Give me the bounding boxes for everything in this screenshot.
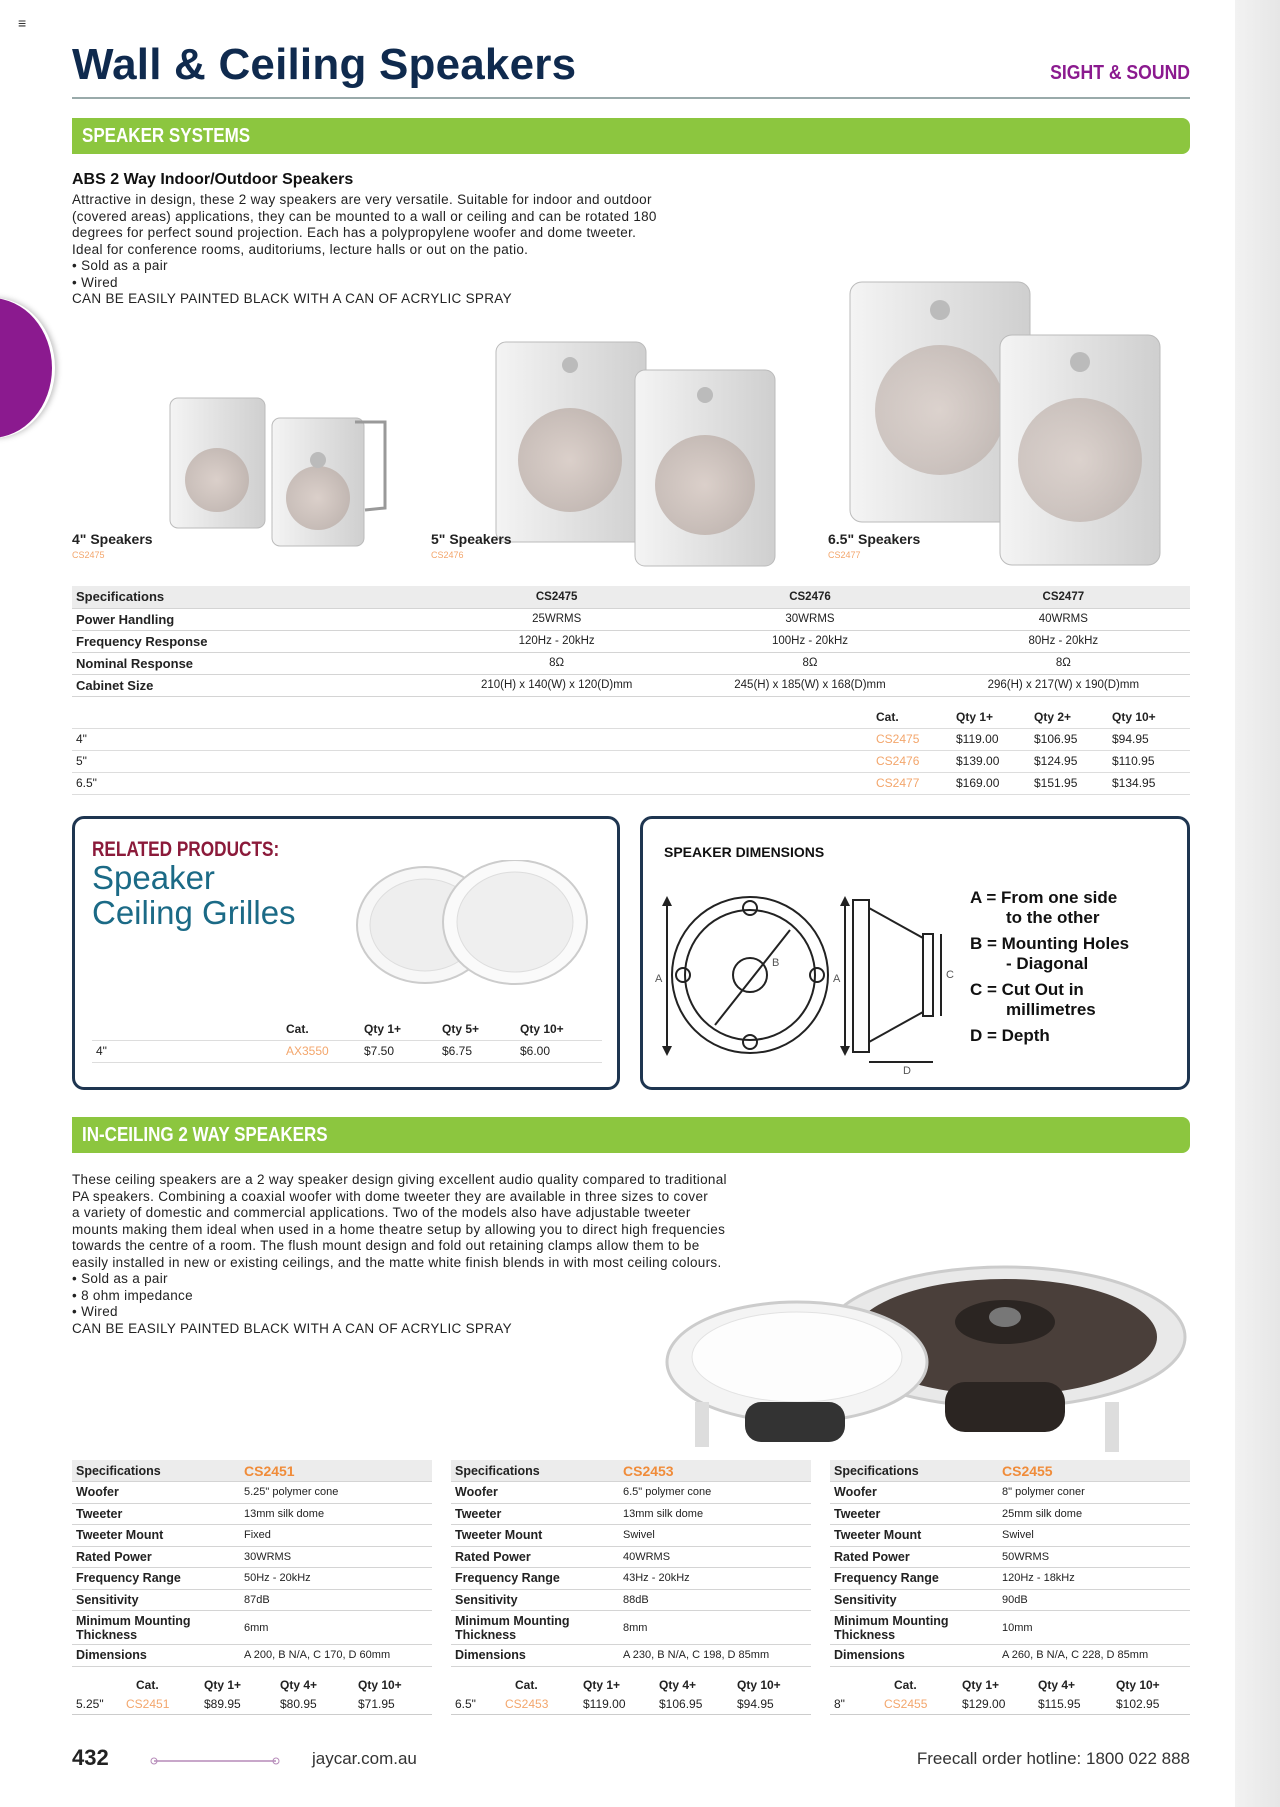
table-row — [92, 1018, 602, 1040]
table-cell[interactable]: CS2453 — [619, 1460, 811, 1482]
legend-line: to the other — [1006, 908, 1100, 927]
table-cell: $139.00 — [952, 750, 1030, 772]
price-table — [830, 1675, 1190, 1716]
caption-label: 6.5" Speakers — [828, 531, 921, 547]
table-row — [830, 1695, 1190, 1715]
table-cell: Cat. — [136, 1677, 159, 1692]
table-cell: $106.95 — [1030, 728, 1108, 750]
table-cell[interactable]: CS2451 — [240, 1460, 432, 1482]
price-table — [72, 706, 1190, 795]
table-row — [72, 706, 1190, 728]
table-cell: Tweeter Mount — [451, 1525, 619, 1547]
table-cell: 50Hz - 20kHz — [240, 1568, 432, 1590]
table-row — [830, 1525, 1190, 1547]
table-cell: Tweeter — [72, 1503, 240, 1525]
table-row — [72, 1503, 432, 1525]
table-row — [451, 1611, 811, 1645]
table-cell: $71.95 — [354, 1695, 432, 1715]
table-cell: 245(H) x 185(W) x 168(D)mm — [683, 674, 936, 696]
table-cell: $6.75 — [438, 1040, 516, 1062]
paint-note: CAN BE EASILY PAINTED BLACK WITH A CAN OF ACRYLIC SPRAY — [72, 1320, 512, 1336]
table-cell — [92, 1018, 282, 1040]
table-row — [72, 1589, 432, 1611]
paint-note: CAN BE EASILY PAINTED BLACK WITH A CAN OF ACRYLIC SPRAY — [72, 291, 512, 306]
table-cell: 120Hz - 18kHz — [998, 1568, 1190, 1590]
table-cell: Specifications — [72, 586, 430, 608]
table-row — [72, 1482, 432, 1504]
table-cell: Minimum Mounting Thickness — [830, 1611, 998, 1645]
table-cell: Frequency Response — [72, 630, 430, 652]
table-row — [72, 630, 1190, 652]
table-cell: 8Ω — [430, 652, 683, 674]
table-cell: Specifications — [72, 1460, 240, 1482]
table-cell: Frequency Range — [830, 1568, 998, 1590]
bullet-item: • 8 ohm impedance — [72, 1287, 193, 1303]
table-cell — [451, 1675, 501, 1695]
page-title: Wall & Ceiling Speakers — [72, 40, 577, 89]
table-cell: Minimum Mounting Thickness — [72, 1611, 240, 1645]
description-line: Attractive in design, these 2 way speakers are very versatile. Suitable for indoor and outdoor — [72, 192, 652, 207]
table-row — [830, 1589, 1190, 1611]
related-title[interactable] — [92, 860, 296, 930]
product-heading: ABS 2 Way Indoor/Outdoor Speakers — [72, 171, 354, 188]
table-cell: $134.95 — [1108, 772, 1190, 794]
table-cell: 100Hz - 20kHz — [683, 630, 936, 652]
table-cell: Cat. — [515, 1677, 538, 1692]
dimensions-legend — [970, 886, 1129, 1048]
table-row — [451, 1525, 811, 1547]
table-cell: 50WRMS — [998, 1546, 1190, 1568]
table-cell: 4" — [92, 1040, 282, 1062]
dim-label-b: B — [772, 957, 780, 969]
table-cell: $7.50 — [360, 1040, 438, 1062]
table-cell[interactable]: CS2477 — [937, 586, 1190, 608]
table-cell — [830, 1675, 880, 1695]
table-cell: 296(H) x 217(W) x 190(D)mm — [937, 674, 1190, 696]
table-cell: 8Ω — [937, 652, 1190, 674]
dim-label-a2: A — [833, 973, 841, 985]
description-line: degrees for perfect sound projection. Each has a polypropylene woofer and dome tweeter. — [72, 225, 637, 240]
table-cell: Rated Power — [830, 1546, 998, 1568]
description-line: (covered areas) applications, they can be mounted to a wall or ceiling and can be rotated 180 — [72, 208, 657, 224]
table-row — [72, 586, 1190, 608]
menu-icon[interactable]: ≡ — [18, 15, 27, 31]
table-cell: Nominal Response — [72, 652, 430, 674]
related-price-table — [92, 1018, 602, 1063]
description-line: a variety of domestic and commercial applications. Two of the models also have adjustable tweeter — [72, 1205, 691, 1220]
spec-table-cs2453 — [451, 1460, 811, 1715]
table-row — [72, 1525, 432, 1547]
table-cell: Cat. — [894, 1677, 917, 1692]
table-cell[interactable]: CS2455 — [880, 1695, 958, 1715]
table-cell: Swivel — [619, 1525, 811, 1547]
table-cell: Qty 5+ — [438, 1018, 516, 1040]
bullet-item: • Sold as a pair — [72, 1271, 168, 1286]
table-cell[interactable]: CS2475 — [872, 728, 952, 750]
dim-label-a: A — [655, 973, 663, 985]
table-cell: $110.95 — [1108, 750, 1190, 772]
table-cell: A 260, B N/A, C 228, D 85mm — [998, 1645, 1190, 1667]
table-row — [830, 1645, 1190, 1667]
table-row — [92, 1040, 602, 1062]
table-cell: Power Handling — [72, 608, 430, 630]
spec-table-cs2451 — [72, 1460, 432, 1715]
table-cell: Dimensions — [830, 1645, 998, 1667]
table-row — [451, 1460, 811, 1482]
table-row — [830, 1675, 1190, 1695]
table-cell: Qty 4+ — [280, 1677, 318, 1692]
table-cell: $6.00 — [516, 1040, 602, 1062]
table-cell: 87dB — [240, 1589, 432, 1611]
table-cell: $80.95 — [276, 1695, 354, 1715]
description-line: easily installed in new or existing ceilings, and the matte white finish blends in with most ceiling colours. — [72, 1254, 722, 1270]
table-cell: Qty 10+ — [358, 1677, 402, 1692]
spec-table — [830, 1460, 1190, 1667]
table-cell: Sensitivity — [72, 1589, 240, 1611]
section-brand: SIGHT & SOUND — [1050, 62, 1190, 84]
table-cell: Fixed — [240, 1525, 432, 1547]
table-cell: Qty 1+ — [583, 1677, 621, 1692]
table-cell — [72, 706, 872, 728]
table-row — [451, 1589, 811, 1611]
in-ceiling-speakers-image — [665, 1262, 1190, 1457]
table-cell: $94.95 — [733, 1695, 811, 1715]
table-cell: 5" — [72, 750, 872, 772]
table-cell: Swivel — [998, 1525, 1190, 1547]
legend-line: D = Depth — [970, 1026, 1050, 1045]
spec-table — [72, 586, 1190, 697]
spec-table — [451, 1460, 811, 1667]
table-cell[interactable]: CS2451 — [122, 1695, 200, 1715]
table-cell: Frequency Range — [451, 1568, 619, 1590]
website-link[interactable]: jaycar.com.au — [312, 1749, 417, 1768]
table-row — [72, 1611, 432, 1645]
description-line: PA speakers. Combining a coaxial woofer with dome tweeter they are available in three sizes to cover — [72, 1188, 709, 1204]
footer-divider — [150, 1756, 280, 1766]
table-cell — [72, 1675, 122, 1695]
caption-5in — [431, 531, 512, 560]
table-cell: Qty 1+ — [952, 706, 1030, 728]
table-row — [72, 1695, 432, 1715]
table-row — [451, 1546, 811, 1568]
speaker-dimensions-diagram — [655, 890, 975, 1075]
table-cell: Qty 10+ — [1108, 706, 1190, 728]
table-cell: 40WRMS — [619, 1546, 811, 1568]
legend-line: millimetres — [1006, 1000, 1096, 1019]
table-cell[interactable]: CS2475 — [430, 586, 683, 608]
table-cell: 13mm silk dome — [619, 1503, 811, 1525]
caption-65in — [828, 531, 920, 560]
table-row — [451, 1482, 811, 1504]
table-cell: 43Hz - 20kHz — [619, 1568, 811, 1590]
table-cell: Minimum Mounting Thickness — [451, 1611, 619, 1645]
page-edge-scrollbar[interactable] — [1235, 0, 1280, 1807]
table-cell: 6mm — [240, 1611, 432, 1645]
speaker-systems-bar — [72, 118, 1190, 154]
table-row — [72, 652, 1190, 674]
table-cell: 25mm silk dome — [998, 1503, 1190, 1525]
description-line: These ceiling speakers are a 2 way speaker design giving excellent audio quality compared to traditional — [72, 1172, 727, 1187]
table-cell: Tweeter Mount — [830, 1525, 998, 1547]
table-cell: Qty 1+ — [962, 1677, 1000, 1692]
table-cell: 4" — [72, 728, 872, 750]
description-line: mounts making them ideal when used in a home theatre setup by allowing you to direct high frequencies — [72, 1221, 726, 1237]
table-row — [830, 1503, 1190, 1525]
speaker-4in-pair — [170, 398, 385, 546]
price-table — [451, 1675, 811, 1716]
table-cell: A 230, B N/A, C 198, D 85mm — [619, 1645, 811, 1667]
table-cell[interactable]: CS2476 — [683, 586, 936, 608]
table-cell: $106.95 — [655, 1695, 733, 1715]
table-row — [830, 1482, 1190, 1504]
table-cell: 30WRMS — [683, 608, 936, 630]
table-cell: Qty 4+ — [1038, 1677, 1076, 1692]
table-row — [72, 750, 1190, 772]
description-line: Ideal for conference rooms, auditoriums, lecture halls or out on the patio. — [72, 241, 529, 257]
table-cell: $94.95 — [1108, 728, 1190, 750]
table-cell: $119.00 — [579, 1695, 655, 1715]
table-cell: 13mm silk dome — [240, 1503, 432, 1525]
table-cell: 8" — [830, 1695, 880, 1715]
table-row — [451, 1645, 811, 1667]
table-cell: Qty 2+ — [1030, 706, 1108, 728]
table-cell[interactable]: CS2476 — [872, 750, 952, 772]
table-cell: 8mm — [619, 1611, 811, 1645]
related-heading: RELATED PRODUCTS: — [92, 838, 280, 861]
caption-4in — [72, 531, 153, 560]
table-row — [72, 1546, 432, 1568]
table-cell: 6.5" — [451, 1695, 501, 1715]
bullet-item: • Wired — [72, 274, 118, 290]
table-cell: $89.95 — [200, 1695, 276, 1715]
spec-table-cs2455 — [830, 1460, 1190, 1715]
dim-label-c: C — [946, 969, 954, 981]
table-row — [72, 1675, 432, 1695]
table-cell: $129.00 — [958, 1695, 1034, 1715]
table-cell: Qty 1+ — [204, 1677, 242, 1692]
table-cell: Cat. — [872, 706, 952, 728]
table-cell: $119.00 — [952, 728, 1030, 750]
table-cell: 10mm — [998, 1611, 1190, 1645]
table-cell: Cat. — [282, 1018, 360, 1040]
table-row — [72, 608, 1190, 630]
table-cell: $124.95 — [1030, 750, 1108, 772]
speaker-5in-pair — [496, 342, 775, 566]
related-title-line: Ceiling Grilles — [92, 894, 296, 931]
speaker-65in-pair — [850, 282, 1160, 565]
table-row — [72, 772, 1190, 794]
table-cell: Tweeter Mount — [72, 1525, 240, 1547]
table-row — [72, 728, 1190, 750]
table-cell: $151.95 — [1030, 772, 1108, 794]
table-cell: 30WRMS — [240, 1546, 432, 1568]
table-cell: Qty 10+ — [516, 1018, 602, 1040]
description-line: towards the centre of a room. The flush mount design and fold out retaining clamps allow them to be — [72, 1238, 700, 1253]
bullet-item: • Sold as a pair — [72, 258, 168, 273]
table-cell: Dimensions — [451, 1645, 619, 1667]
legend-line: - Diagonal — [1006, 954, 1089, 973]
page-number: 432 — [72, 1745, 109, 1770]
table-cell: Qty 10+ — [737, 1677, 781, 1692]
wall-speakers-image — [160, 270, 1200, 580]
speaker-systems-bar-label: SPEAKER SYSTEMS — [82, 125, 251, 147]
table-cell: 5.25" — [72, 1695, 122, 1715]
table-row — [451, 1675, 811, 1695]
price-table — [72, 1675, 432, 1716]
table-cell: 210(H) x 140(W) x 120(D)mm — [430, 674, 683, 696]
table-cell: Frequency Range — [72, 1568, 240, 1590]
legend-line: B = Mounting Holes — [970, 934, 1130, 953]
table-row — [72, 1645, 432, 1667]
dimensions-heading: SPEAKER DIMENSIONS — [664, 844, 825, 860]
table-cell: Rated Power — [72, 1546, 240, 1568]
table-cell: 8" polymer coner — [998, 1482, 1190, 1504]
table-cell: Qty 4+ — [659, 1677, 697, 1692]
table-cell: Woofer — [72, 1482, 240, 1504]
table-row — [72, 1568, 432, 1590]
table-cell: $102.95 — [1112, 1695, 1190, 1715]
table-cell: $115.95 — [1034, 1695, 1112, 1715]
table-cell: 8Ω — [683, 652, 936, 674]
related-title-line: Speaker — [92, 859, 215, 896]
table-cell: 40WRMS — [937, 608, 1190, 630]
in-ceiling-bar — [72, 1117, 1190, 1153]
table-cell: Qty 10+ — [1116, 1677, 1160, 1692]
table-row — [72, 674, 1190, 696]
table-row — [830, 1546, 1190, 1568]
table-cell: 5.25" polymer cone — [240, 1482, 432, 1504]
table-cell: Sensitivity — [830, 1589, 998, 1611]
table-cell: Specifications — [451, 1460, 619, 1482]
table-row — [451, 1503, 811, 1525]
table-cell: Qty 1+ — [360, 1018, 438, 1040]
spec-table — [72, 1460, 432, 1667]
table-cell[interactable]: CS2477 — [872, 772, 952, 794]
title-divider — [72, 97, 1190, 99]
legend-line: C = Cut Out in — [970, 980, 1084, 999]
table-row — [830, 1611, 1190, 1645]
table-cell: A 200, B N/A, C 170, D 60mm — [240, 1645, 432, 1667]
section-tab-marker — [0, 298, 52, 438]
table-cell: 6.5" — [72, 772, 872, 794]
table-row — [451, 1568, 811, 1590]
table-cell: Tweeter — [451, 1503, 619, 1525]
table-cell: 80Hz - 20kHz — [937, 630, 1190, 652]
table-cell[interactable]: AX3550 — [282, 1040, 360, 1062]
table-cell: Cabinet Size — [72, 674, 430, 696]
table-cell[interactable]: CS2453 — [501, 1695, 579, 1715]
table-row — [72, 1460, 432, 1482]
table-cell: Specifications — [830, 1460, 998, 1482]
table-cell: 90dB — [998, 1589, 1190, 1611]
table-cell: Woofer — [830, 1482, 998, 1504]
table-cell: Dimensions — [72, 1645, 240, 1667]
table-cell: 120Hz - 20kHz — [430, 630, 683, 652]
ceiling-grilles-image — [350, 860, 600, 990]
table-row — [451, 1695, 811, 1715]
table-cell: $169.00 — [952, 772, 1030, 794]
table-cell[interactable]: CS2455 — [998, 1460, 1190, 1482]
table-cell: Woofer — [451, 1482, 619, 1504]
caption-cat[interactable]: CS2475 — [72, 550, 105, 560]
caption-label: 4" Speakers — [72, 531, 153, 547]
hotline: Freecall order hotline: 1800 022 888 — [916, 1749, 1190, 1768]
table-row — [830, 1568, 1190, 1590]
table-cell: Rated Power — [451, 1546, 619, 1568]
table-row — [830, 1460, 1190, 1482]
table-cell: 6.5" polymer cone — [619, 1482, 811, 1504]
table-cell: 25WRMS — [430, 608, 683, 630]
dim-label-d: D — [903, 1065, 911, 1075]
caption-cat[interactable]: CS2476 — [431, 550, 464, 560]
legend-line: A = From one side — [970, 888, 1118, 907]
table-cell: Sensitivity — [451, 1589, 619, 1611]
bullet-item: • Wired — [72, 1304, 118, 1319]
caption-cat[interactable]: CS2477 — [828, 550, 861, 560]
in-ceiling-bar-label: IN-CEILING 2 WAY SPEAKERS — [82, 1124, 328, 1146]
table-cell: 88dB — [619, 1589, 811, 1611]
table-cell: Tweeter — [830, 1503, 998, 1525]
caption-label: 5" Speakers — [431, 531, 512, 547]
